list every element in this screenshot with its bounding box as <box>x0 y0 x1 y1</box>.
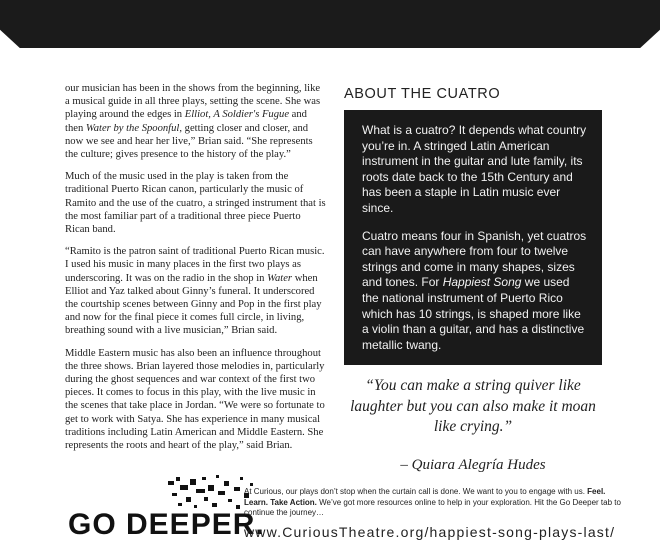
ink-splatter-decoration <box>166 473 254 513</box>
pull-quote <box>344 376 602 475</box>
quote-text: “You can make a string quiver like laughter but you can also make it moan like crying.” <box>350 377 596 435</box>
top-banner <box>0 0 660 48</box>
article-paragraph: “Ramito is the patron saint of traditional Puerto Rican music. I used his music in many places in the first two plays as underscoring. It was on the radio in the shop in Water when Elliot and Yaz talked about Ginny’s funeral. It underscored the courtship scenes between Ginny and Pop in the first play and now for the final piece it comes full circle, in living, breathing sound with a live musician,” Brian said. <box>65 246 325 337</box>
info-paragraph: What is a cuatro? It depends what country you’re in. A stringed Latin American instrument in the guitar and lute family, its roots date back to the 15th Century and has been a staple in Latin music ever since. <box>362 123 587 215</box>
article-paragraph: our musician has been in the shows from the beginning, like a musical guide in all three plays, setting the scene. She was playing around the edges in Elliot, A Soldier's Fugue and then Water by the Spoonful, getting closer and closer, and now we see and hear her live,” Brian said. “She represents the culture; gives presence to the history of the play.” <box>65 83 321 161</box>
quote-attribution: – Quiara Alegría Hudes <box>400 456 546 473</box>
sidebar-title: ABOUT THE CUATRO <box>344 86 501 102</box>
website-link[interactable]: www.CuriousTheatre.org/happiest-song-plays-last/ <box>244 524 616 540</box>
article-paragraph: Middle Eastern music has also been an influence throughout the three shows. Brian layered those melodies in, particularly during the ghost sequences and war context of the first two pieces. It comes to focus in this play, with the live music in the scenes that take place in Jordan. “We were so fortunate to get to work with Satya. She has experience in many musical traditions including Latin American and Middle Eastern. She represents the roots and heart of the play,” said Brian. <box>65 347 325 452</box>
info-paragraph: Cuatro means four in Spanish, yet cuatros can have anywhere from four to twelve strings and come in many shapes, sizes and tones. For Happiest Song we used the national instrument of Puerto Rico which has 10 strings, is shaped more like a violin than a guitar, and has a distinctive metallic twang. <box>362 228 587 352</box>
go-deeper-heading: GO DEEPER. <box>68 508 265 541</box>
cuatro-info-box <box>344 110 602 365</box>
article-body <box>65 82 327 461</box>
go-deeper-text: At Curious, our plays don’t stop when the curtain call is done. We want to you to engage with us. Feel. Learn. Take Action. We’ve got more resources online to help in your exploration. Hit the Go Deeper tab to continue the journey… <box>244 487 621 517</box>
article-paragraph: Much of the music used in the play is taken from the traditional Puerto Rican canon, particularly the music of Ramito and the use of the cuatro, a stringed instrument that is the most familiar part of a traditional three piece Puerto Rican band. <box>65 171 326 236</box>
